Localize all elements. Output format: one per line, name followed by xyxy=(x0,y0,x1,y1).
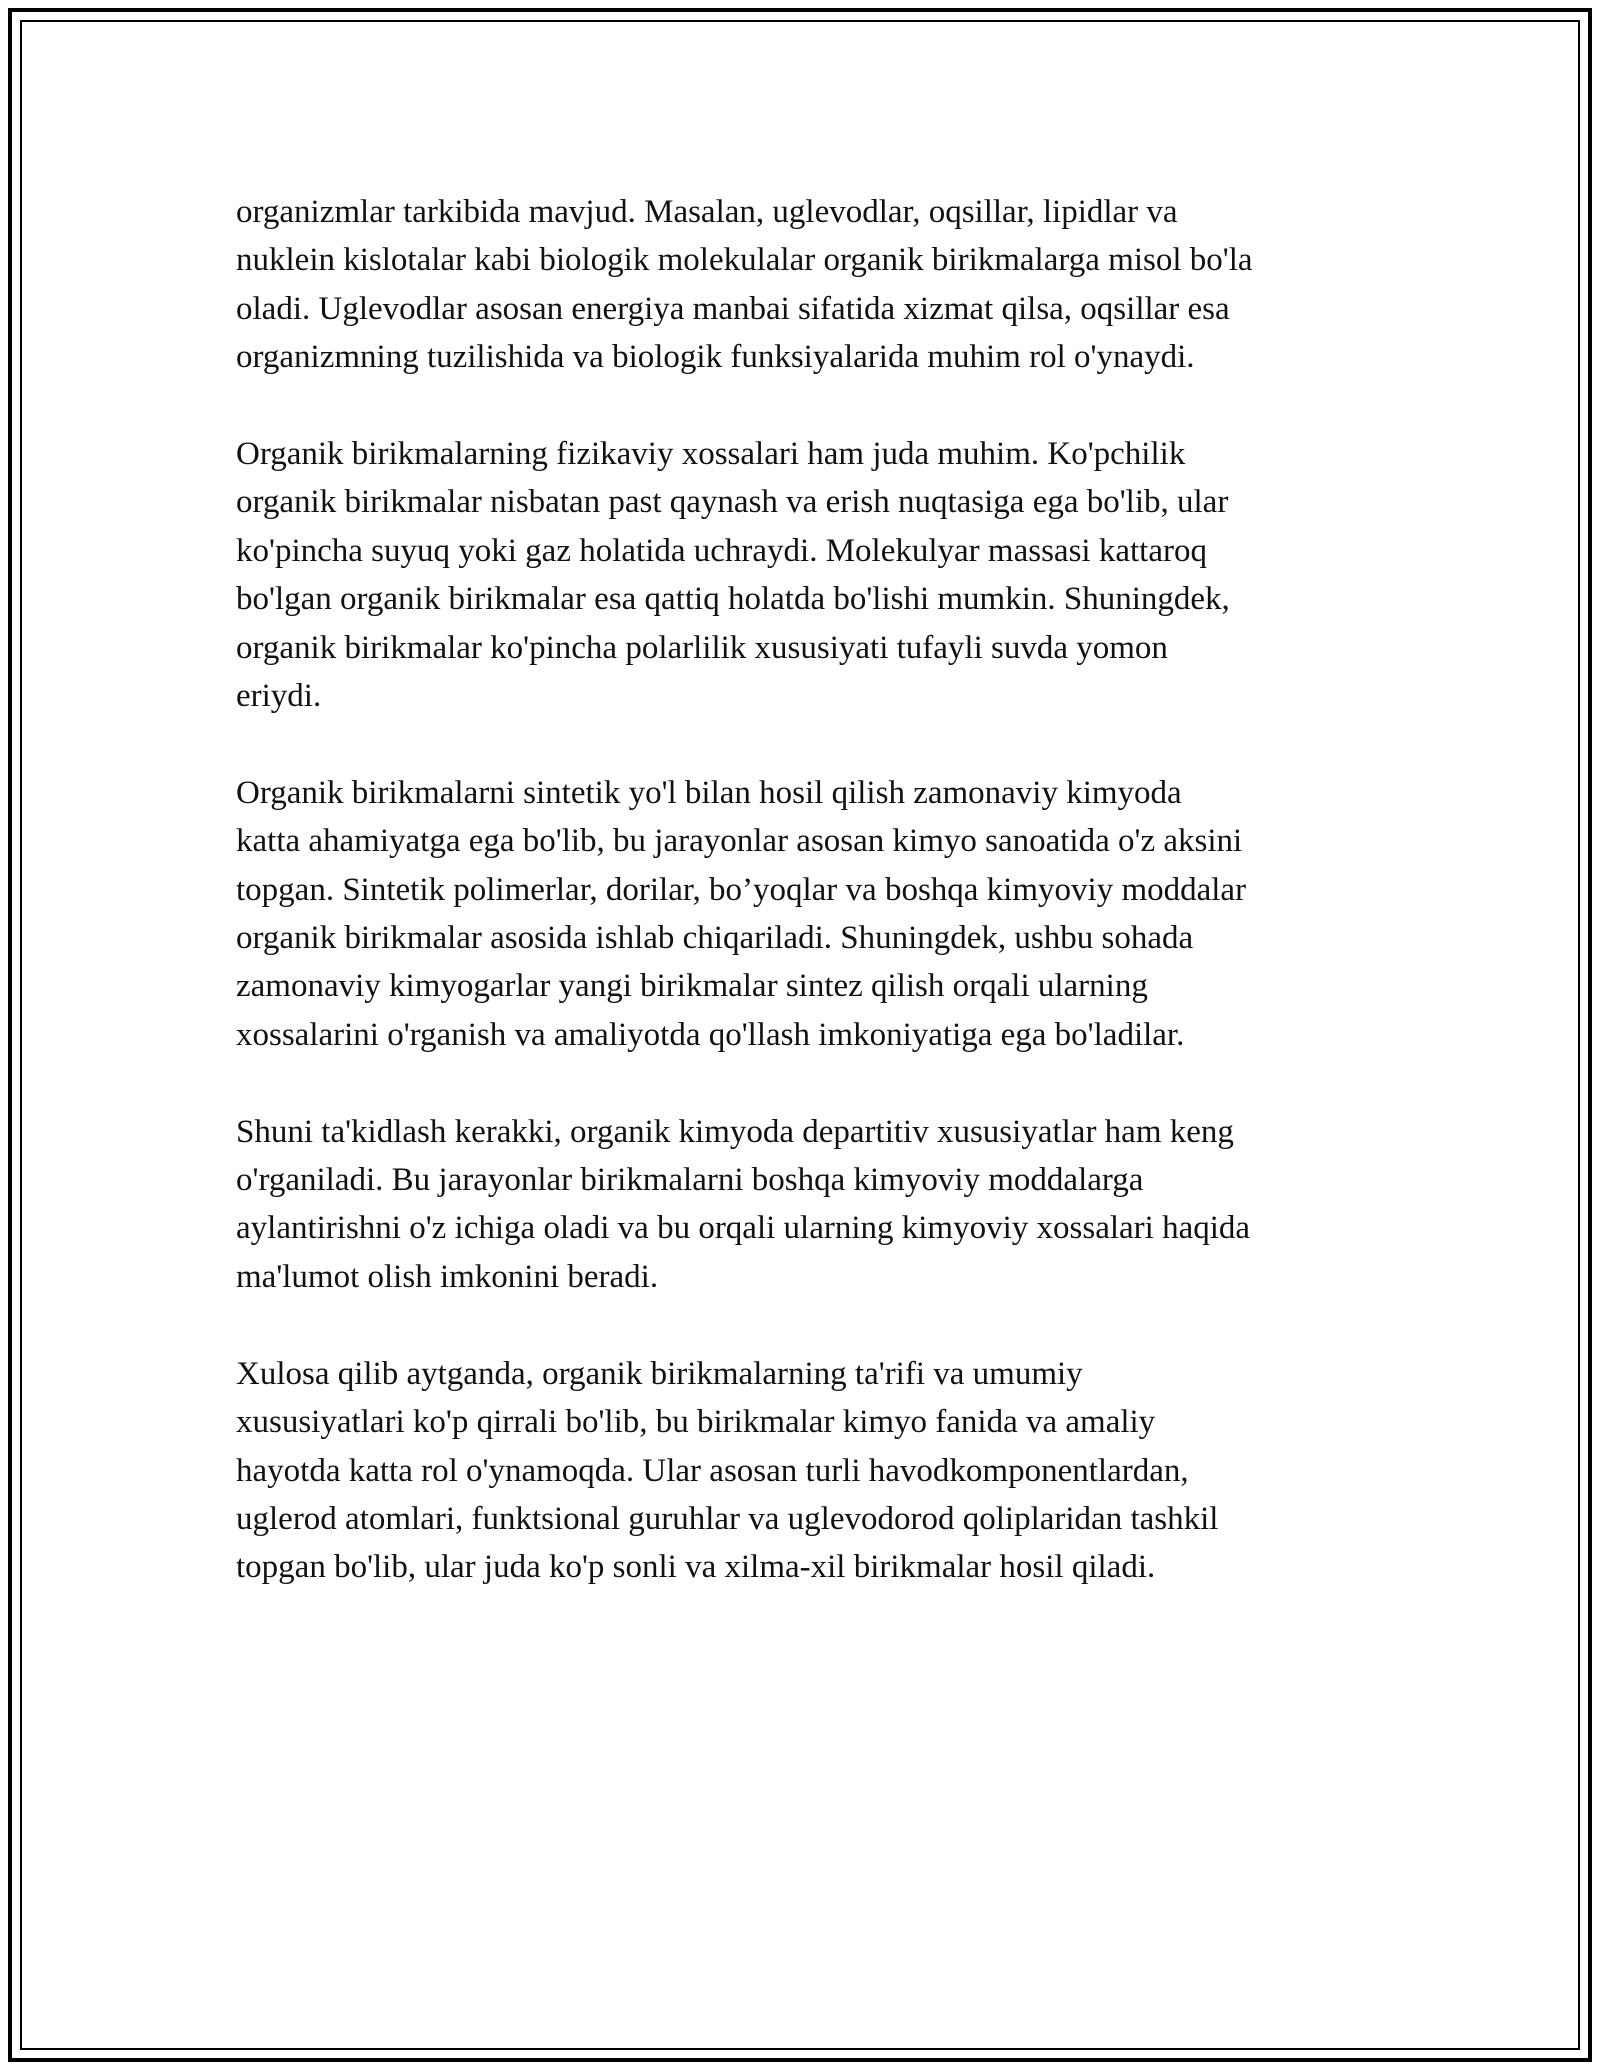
paragraph-line: organik birikmalar ko'pincha polarlilik xususiyati tufayli suvda yomon xyxy=(236,629,1168,666)
paragraph-line: uglerod atomlari, funktsional guruhlar va uglevodorod qoliplaridan tashkil xyxy=(236,1500,1219,1537)
paragraph-line: zamonaviy kimyogarlar yangi birikmalar sintez qilish orqali ularning xyxy=(236,968,1148,1005)
paragraph-line: ko'pincha suyuq yoki gaz holatida uchraydi. Molekulyar massasi kattaroq xyxy=(236,532,1207,569)
paragraph-2 xyxy=(236,430,1386,720)
paragraph-line: organik birikmalar asosida ishlab chiqariladi. Shuningdek, ushbu sohada xyxy=(236,920,1194,957)
paragraph-line: bo'lgan organik birikmalar esa qattiq holatda bo'lishi mumkin. Shuningdek, xyxy=(236,581,1230,618)
paragraph-4 xyxy=(236,1108,1386,1302)
paragraph-line: hayotda katta rol o'ynamoqda. Ular asosan turli havodkomponentlardan, xyxy=(236,1452,1189,1489)
paragraph-line: Organik birikmalarni sintetik yo'l bilan hosil qilish zamonaviy kimyoda xyxy=(236,774,1182,811)
paragraph-line: topgan bo'lib, ular juda ko'p sonli va xilma-xil birikmalar hosil qiladi. xyxy=(236,1549,1156,1586)
paragraph-5 xyxy=(236,1350,1386,1592)
paragraph-line: o'rganiladi. Bu jarayonlar birikmalarni boshqa kimyoviy moddalarga xyxy=(236,1162,1144,1199)
paragraph-line: organizmning tuzilishida va biologik funksiyalarida muhim rol o'ynaydi. xyxy=(236,339,1195,376)
paragraph-line: Shuni ta'kidlash kerakki, organik kimyoda departitiv xususiyatlar ham keng xyxy=(236,1113,1234,1150)
paragraph-line: organik birikmalar nisbatan past qaynash va erish nuqtasiga ega bo'lib, ular xyxy=(236,484,1229,521)
paragraph-line: nuklein kislotalar kabi biologik molekulalar organik birikmalarga misol bo'la xyxy=(236,242,1253,279)
paragraph-line: organizmlar tarkibida mavjud. Masalan, uglevodlar, oqsillar, lipidlar va xyxy=(236,194,1178,230)
paragraph-1 xyxy=(236,188,1386,382)
paragraph-line: ma'lumot olish imkonini beradi. xyxy=(236,1258,659,1295)
paragraph-line: katta ahamiyatga ega bo'lib, bu jarayonlar asosan kimyo sanoatida o'z aksini xyxy=(236,823,1243,860)
paragraph-line: xossalarini o'rganish va amaliyotda qo'llash imkoniyatiga ega bo'ladilar. xyxy=(236,1016,1185,1053)
paragraph-line: topgan. Sintetik polimerlar, dorilar, bo’yoqlar va boshqa kimyoviy moddalar xyxy=(236,871,1247,908)
paragraph-line: Organik birikmalarning fizikaviy xossalari ham juda muhim. Ko'pchilik xyxy=(236,436,1186,473)
paragraph-line: Xulosa qilib aytganda, organik birikmalarning ta'rifi va umumiy xyxy=(236,1355,1083,1392)
document-body xyxy=(236,188,1386,1640)
paragraph-line: xususiyatlari ko'p qirrali bo'lib, bu birikmalar kimyo fanida va amaliy xyxy=(236,1404,1156,1441)
paragraph-3 xyxy=(236,769,1386,1059)
paragraph-line: oladi. Uglevodlar asosan energiya manbai sifatida xizmat qilsa, oqsillar esa xyxy=(236,290,1230,327)
paragraph-line: aylantirishni o'z ichiga oladi va bu orqali ularning kimyoviy xossalari haqida xyxy=(236,1210,1251,1247)
paragraph-line: eriydi. xyxy=(236,678,322,715)
